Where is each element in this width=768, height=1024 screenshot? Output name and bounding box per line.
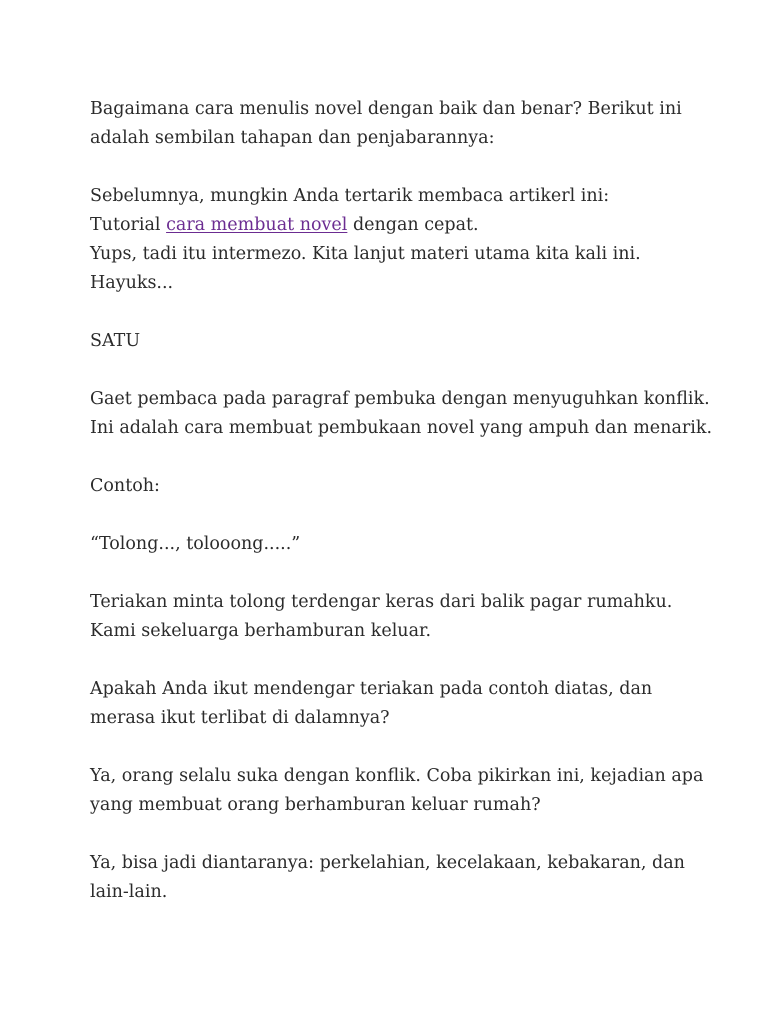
conflict-line-1: Ya, orang selalu suka dengan konflik. Coba pikirkan ini, kejadian apa [90,766,704,786]
aside-line-3: Yups, tadi itu intermezo. Kita lanjut materi utama kita kali ini. [90,244,641,264]
example-quote [90,530,708,559]
section-heading-text: SATU [90,331,141,351]
conflict-paragraph [90,762,708,820]
point-1-line-2: Ini adalah cara membuat pembukaan novel yang ampuh dan menarik. [90,418,713,438]
example-story-line-1: Teriakan minta tolong terdengar keras dari balik pagar rumahku. [90,592,673,612]
aside-paragraph [90,182,708,298]
point-1-line-1: Gaet pembaca pada paragraf pembuka dengan menyuguhkan konflik. [90,389,710,409]
conflict-line-2: yang membuat orang berhamburan keluar rumah? [90,795,541,815]
intro-line-1: Bagaimana cara menulis novel dengan baik dan benar? Berikut ini [90,99,682,119]
aside-line-2 [90,211,708,240]
intro-line-2: adalah sembilan tahapan dan penjabarannya: [90,128,495,148]
aside-line-1: Sebelumnya, mungkin Anda tertarik membaca artikerl ini: [90,186,610,206]
aside-line-2-suffix: dengan cepat. [347,215,479,235]
example-label [90,472,708,501]
intro-paragraph [90,95,708,153]
answer-line-2: lain-lain. [90,882,168,902]
example-label-text: Contoh: [90,476,160,496]
aside-line-2-prefix: Tutorial [90,215,167,235]
section-heading [90,327,708,356]
question-line-1: Apakah Anda ikut mendengar teriakan pada contoh diatas, dan [90,679,653,699]
question-paragraph [90,675,708,733]
answer-paragraph [90,849,708,907]
example-story-line-2: Kami sekeluarga berhamburan keluar. [90,621,432,641]
question-line-2: merasa ikut terlibat di dalamnya? [90,708,390,728]
example-story-paragraph [90,588,708,646]
cara-membuat-novel-link[interactable]: cara membuat novel [166,215,348,235]
point-1-paragraph [90,385,713,443]
aside-line-4: Hayuks... [90,273,174,293]
answer-line-1: Ya, bisa jadi diantaranya: perkelahian, kecelakaan, kebakaran, dan [90,853,685,873]
example-quote-text: “Tolong..., tolooong.....” [90,534,301,554]
